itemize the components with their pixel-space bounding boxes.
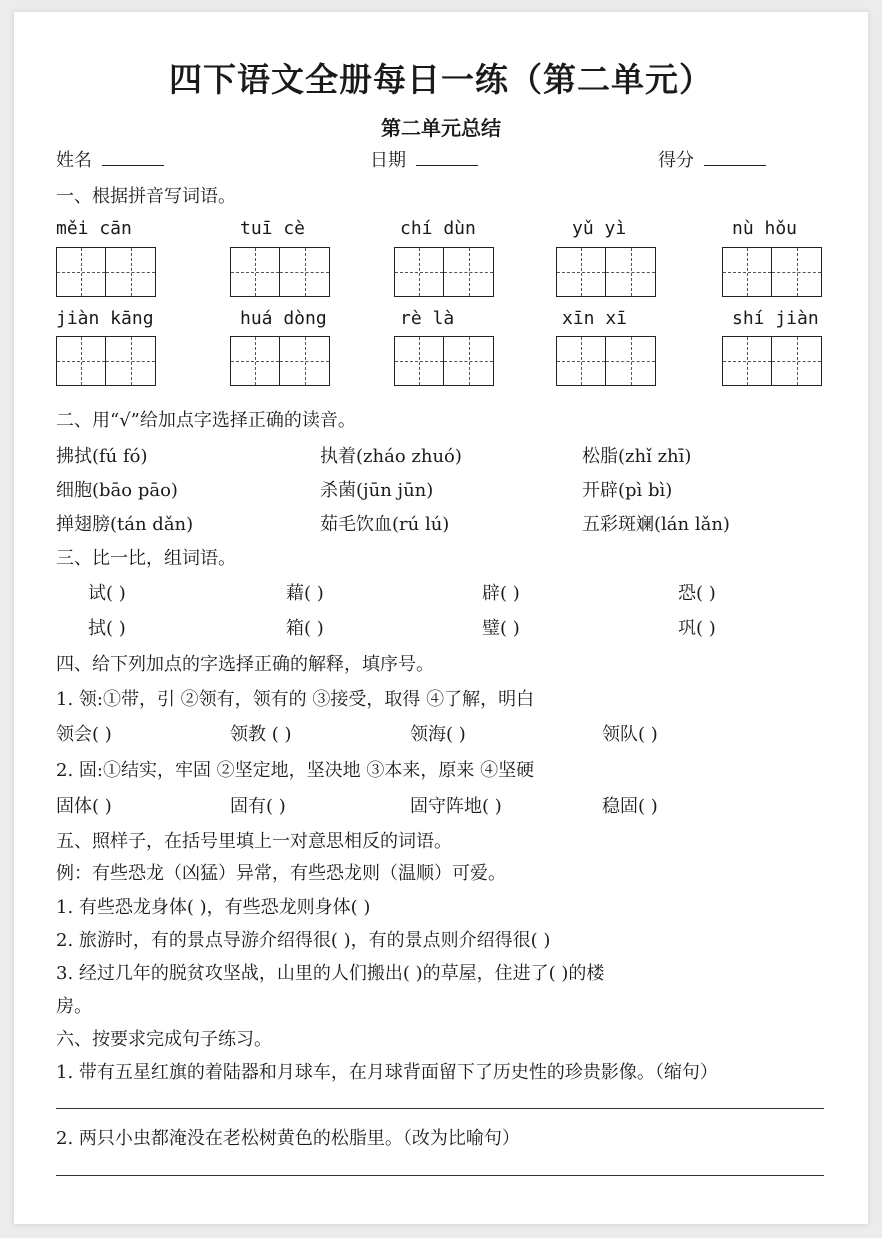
grid-cell[interactable] — [722, 336, 772, 386]
pinyin-label: měi cān — [56, 218, 132, 239]
meaning-item[interactable]: 固有( ) — [230, 796, 286, 817]
grid-cell[interactable] — [56, 247, 106, 297]
meaning-item[interactable]: 领会( ) — [56, 724, 112, 745]
answer-line[interactable] — [56, 1175, 824, 1176]
pinyin-label: chí dùn — [400, 218, 476, 239]
pinyin-label: xīn xī — [562, 308, 628, 329]
pinyin-label: rè là — [400, 308, 455, 329]
meaning-item[interactable]: 领教 ( ) — [230, 724, 292, 745]
writing-grid[interactable] — [230, 247, 330, 297]
example-line: 例：有些恐龙（凶猛）异常，有些恐龙则（温顺）可爱。 — [56, 863, 506, 884]
grid-cell[interactable] — [394, 336, 444, 386]
meaning-item[interactable]: 领队( ) — [602, 724, 658, 745]
writing-grid[interactable] — [394, 247, 494, 297]
meaning-item[interactable]: 稳固( ) — [602, 796, 658, 817]
pinyin-label: shí jiàn — [732, 308, 819, 329]
antonym-question[interactable]: 1. 有些恐龙身体( )，有些恐龙则身体( ) — [56, 897, 371, 918]
date-label: 日期 — [370, 150, 406, 171]
compare-item[interactable]: 试( ) — [88, 583, 126, 604]
grid-cell[interactable] — [280, 247, 330, 297]
pinyin-label: yǔ yì — [572, 218, 627, 239]
definition-line: 2. 固:①结实，牢固 ②坚定地，坚决地 ③本来，原来 ④坚硬 — [56, 760, 535, 781]
grid-cell[interactable] — [606, 247, 656, 297]
antonym-question[interactable]: 2. 旅游时，有的景点导游介绍得很( )，有的景点则介绍得很( ) — [56, 930, 551, 951]
compare-item[interactable]: 藉( ) — [286, 583, 324, 604]
compare-item[interactable]: 辟( ) — [482, 583, 520, 604]
name-blank[interactable] — [102, 151, 164, 166]
writing-grid[interactable] — [556, 336, 656, 386]
compare-item[interactable]: 拭( ) — [88, 618, 126, 639]
grid-cell[interactable] — [556, 336, 606, 386]
date-blank[interactable] — [416, 151, 478, 166]
grid-cell[interactable] — [444, 336, 494, 386]
grid-cell[interactable] — [556, 247, 606, 297]
reading-item[interactable]: 开辟(pì bì) — [582, 480, 673, 501]
reading-item[interactable]: 拂拭(fú fó) — [56, 446, 148, 467]
grid-cell[interactable] — [106, 247, 156, 297]
section4-heading: 四、给下列加点的字选择正确的解释，填序号。 — [56, 654, 434, 675]
reading-item[interactable]: 杀菌(jūn jūn) — [320, 480, 434, 501]
section2-heading: 二、用“√”给加点字选择正确的读音。 — [56, 410, 356, 431]
worksheet-page — [14, 12, 868, 1224]
writing-grid[interactable] — [230, 336, 330, 386]
reading-item[interactable]: 细胞(bāo pāo) — [56, 480, 178, 501]
score-label: 得分 — [658, 150, 694, 171]
compare-item[interactable]: 箱( ) — [286, 618, 324, 639]
section6-heading: 六、按要求完成句子练习。 — [56, 1029, 272, 1050]
name-label: 姓名 — [56, 150, 92, 171]
date-field[interactable] — [370, 146, 478, 172]
section5-heading: 五、照样子，在括号里填上一对意思相反的词语。 — [56, 831, 452, 852]
reading-item[interactable]: 茹毛饮血(rú lú) — [320, 514, 450, 535]
grid-cell[interactable] — [606, 336, 656, 386]
writing-grid[interactable] — [722, 336, 822, 386]
pinyin-label: jiàn kāng — [56, 308, 154, 329]
pinyin-label: tuī cè — [240, 218, 306, 239]
page-subtitle: 第二单元总结 — [381, 116, 501, 140]
antonym-question[interactable]: 3. 经过几年的脱贫攻坚战，山里的人们搬出( )的草屋，住进了( )的楼 — [56, 963, 605, 984]
compare-item[interactable]: 恐( ) — [678, 583, 716, 604]
grid-cell[interactable] — [394, 247, 444, 297]
meaning-item[interactable]: 固守阵地( ) — [410, 796, 502, 817]
writing-grid[interactable] — [722, 247, 822, 297]
reading-item[interactable]: 掸翅膀(tán dǎn) — [56, 514, 194, 535]
writing-grid[interactable] — [56, 336, 156, 386]
compare-item[interactable]: 璧( ) — [482, 618, 520, 639]
answer-line[interactable] — [56, 1108, 824, 1109]
pinyin-label: nù hǒu — [732, 218, 798, 239]
name-field[interactable] — [56, 146, 164, 172]
grid-cell[interactable] — [772, 247, 822, 297]
grid-cell[interactable] — [772, 336, 822, 386]
grid-cell[interactable] — [230, 247, 280, 297]
reading-item[interactable]: 五彩斑斓(lán lǎn) — [582, 514, 730, 535]
reading-item[interactable]: 松脂(zhǐ zhī) — [582, 446, 692, 467]
writing-grid[interactable] — [556, 247, 656, 297]
grid-cell[interactable] — [444, 247, 494, 297]
writing-grid[interactable] — [56, 247, 156, 297]
grid-cell[interactable] — [280, 336, 330, 386]
section1-heading: 一、根据拼音写词语。 — [56, 186, 236, 207]
grid-cell[interactable] — [106, 336, 156, 386]
page-title: 四下语文全册每日一练（第二单元） — [169, 60, 713, 99]
sentence-question: 1. 带有五星红旗的着陆器和月球车，在月球背面留下了历史性的珍贵影像。（缩句） — [56, 1062, 718, 1083]
score-blank[interactable] — [704, 151, 766, 166]
compare-item[interactable]: 巩( ) — [678, 618, 716, 639]
grid-cell[interactable] — [722, 247, 772, 297]
definition-line: 1. 领:①带，引 ②领有，领有的 ③接受，取得 ④了解，明白 — [56, 689, 535, 710]
grid-cell[interactable] — [56, 336, 106, 386]
antonym-question-cont: 房。 — [56, 996, 92, 1017]
score-field[interactable] — [658, 146, 766, 172]
pinyin-label: huá dòng — [240, 308, 327, 329]
meaning-item[interactable]: 固体( ) — [56, 796, 112, 817]
meaning-item[interactable]: 领海( ) — [410, 724, 466, 745]
sentence-question: 2. 两只小虫都淹没在老松树黄色的松脂里。（改为比喻句） — [56, 1128, 520, 1149]
reading-item[interactable]: 执着(zháo zhuó) — [320, 446, 462, 467]
section3-heading: 三、比一比，组词语。 — [56, 548, 236, 569]
writing-grid[interactable] — [394, 336, 494, 386]
grid-cell[interactable] — [230, 336, 280, 386]
